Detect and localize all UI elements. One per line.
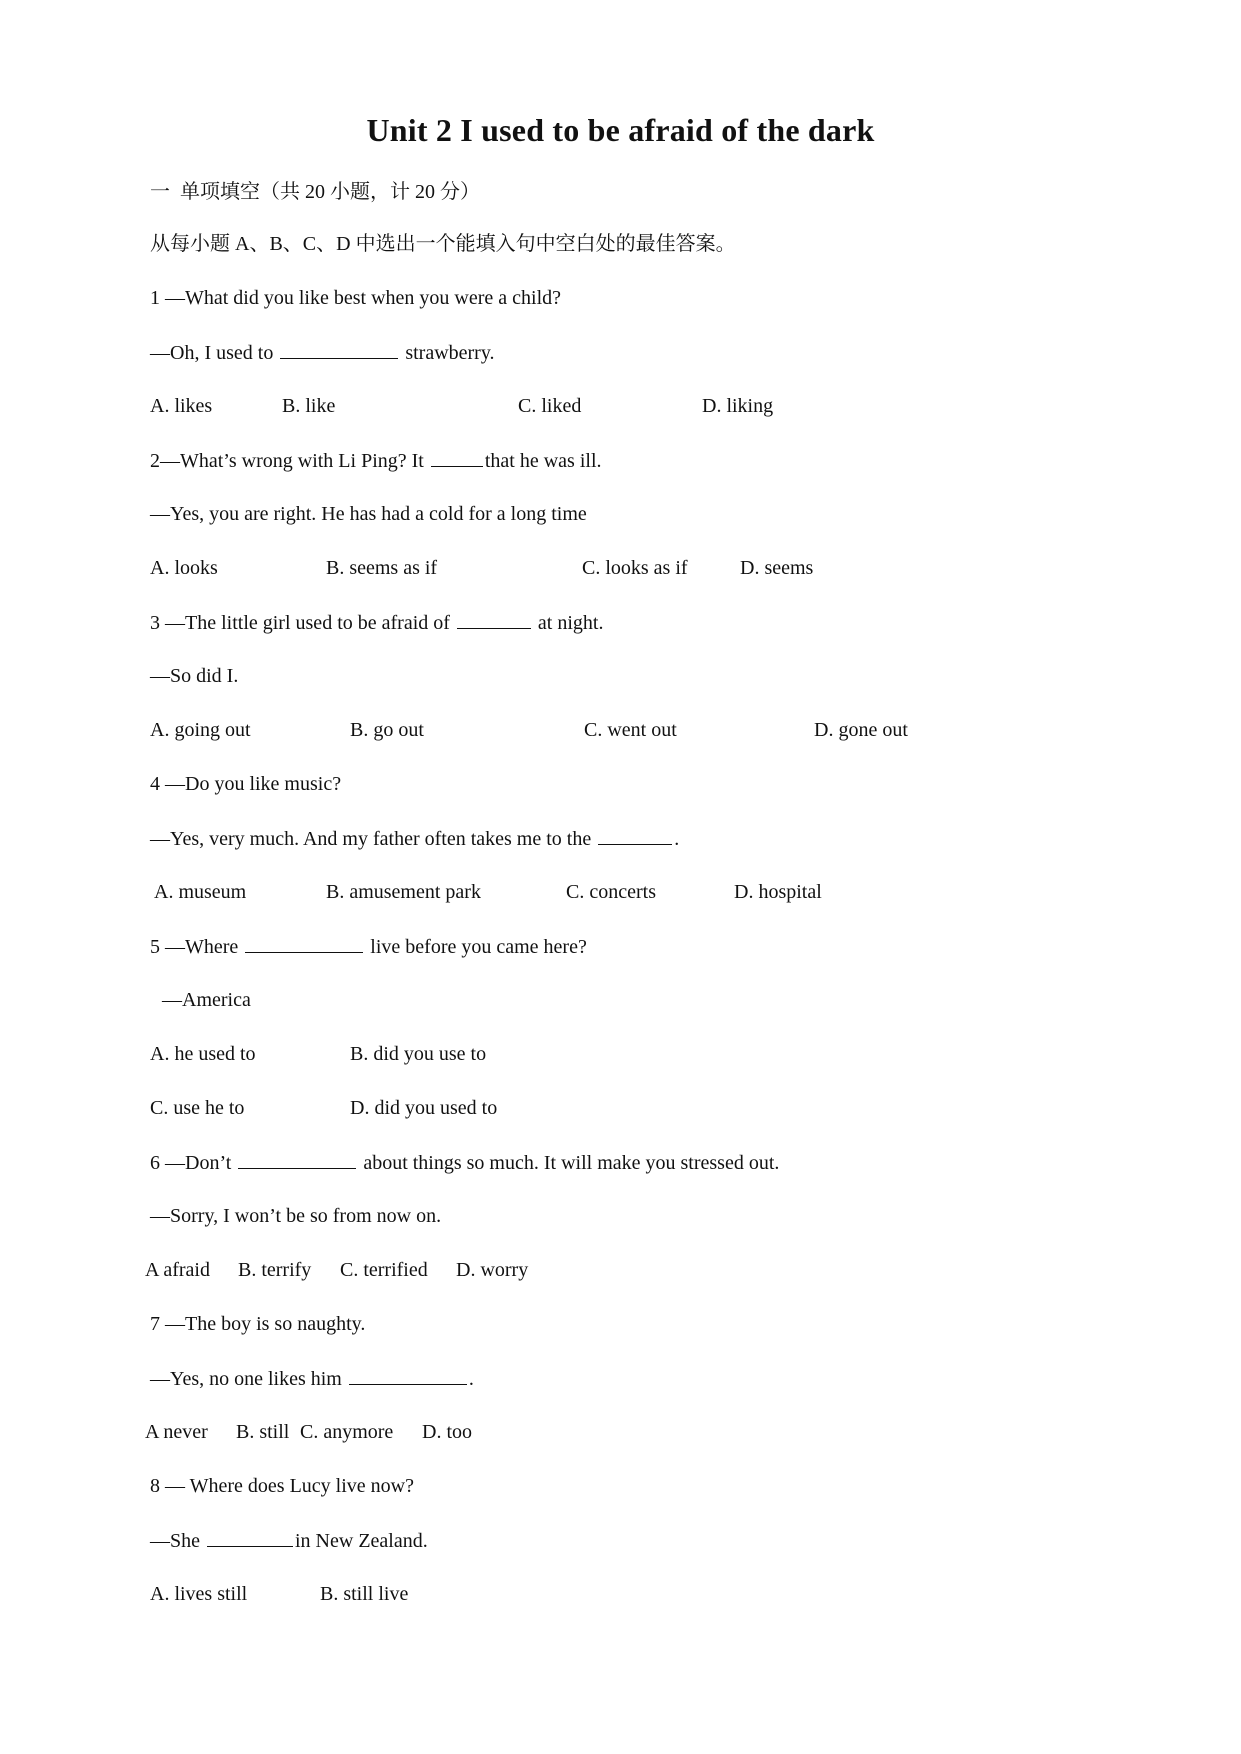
q8-stem-b-post: in New Zealand. bbox=[295, 1530, 428, 1552]
q7-stem-b bbox=[150, 1366, 474, 1391]
q8-option-a: A. lives still bbox=[150, 1583, 248, 1605]
q3-stem-a-pre: 3 —The little girl used to be afraid of bbox=[150, 612, 455, 634]
q6-option-a: A afraid bbox=[145, 1259, 210, 1281]
q6-option-d: D. worry bbox=[456, 1259, 529, 1281]
q7-option-b: B. still bbox=[236, 1421, 290, 1443]
q5-stem-a bbox=[150, 934, 587, 959]
q2-option-b: B. seems as if bbox=[326, 557, 438, 579]
q5-option-b: B. did you use to bbox=[350, 1043, 487, 1065]
q2-stem-a bbox=[150, 448, 602, 473]
answer-blank bbox=[207, 1528, 293, 1547]
q4-option-b: B. amusement park bbox=[326, 881, 481, 903]
q8-option-b: B. still live bbox=[320, 1583, 409, 1605]
q4-option-a: A. museum bbox=[154, 881, 247, 903]
answer-blank bbox=[431, 448, 483, 467]
q8-stem-b-pre: —She bbox=[150, 1530, 205, 1552]
q6-stem-b: —Sorry, I won’t be so from now on. bbox=[150, 1205, 442, 1227]
q1-option-d: D. liking bbox=[702, 395, 774, 417]
answer-blank bbox=[245, 934, 363, 953]
q2-option-a: A. looks bbox=[150, 557, 218, 579]
q3-stem-a-post: at night. bbox=[532, 612, 604, 634]
q3-option-c: C. went out bbox=[584, 719, 677, 741]
q2-stem-a-pre: 2—What’s wrong with Li Ping? It bbox=[150, 450, 429, 472]
q3-option-a: A. going out bbox=[150, 719, 251, 741]
q6-option-b: B. terrify bbox=[238, 1259, 312, 1281]
q6-stem-a-pre: 6 —Don’t bbox=[150, 1152, 237, 1174]
q4-option-d: D. hospital bbox=[734, 881, 822, 903]
q4-option-c: C. concerts bbox=[566, 881, 656, 903]
answer-blank bbox=[280, 340, 398, 359]
q7-stem-b-post: . bbox=[468, 1368, 474, 1390]
q2-option-d: D. seems bbox=[740, 557, 814, 579]
q8-stem-a: 8 — Where does Lucy live now? bbox=[150, 1475, 414, 1497]
q5-stem-b: —America bbox=[162, 989, 251, 1011]
q6-stem-a bbox=[150, 1150, 779, 1175]
answer-blank bbox=[349, 1366, 467, 1385]
answer-blank bbox=[238, 1150, 356, 1169]
q3-option-d: D. gone out bbox=[814, 719, 908, 741]
q7-stem-b-pre: —Yes, no one likes him bbox=[150, 1368, 347, 1390]
q1-stem-b bbox=[150, 340, 495, 365]
q4-stem-b-post: . bbox=[674, 828, 680, 850]
q7-option-a: A never bbox=[145, 1421, 208, 1443]
q5-option-a: A. he used to bbox=[150, 1043, 256, 1065]
q2-stem-a-post: that he was ill. bbox=[484, 450, 602, 472]
q7-option-d: D. too bbox=[422, 1421, 472, 1443]
q7-stem-a: 7 —The boy is so naughty. bbox=[150, 1313, 366, 1335]
q1-option-c: C. liked bbox=[518, 395, 582, 417]
q3-stem-b: —So did I. bbox=[150, 665, 239, 687]
q8-stem-b bbox=[150, 1528, 428, 1553]
q1-stem-b-pre: —Oh, I used to bbox=[150, 342, 279, 364]
q4-stem-a: 4 —Do you like music? bbox=[150, 773, 342, 795]
q1-option-b: B. like bbox=[282, 395, 336, 417]
q4-stem-b-pre: —Yes, very much. And my father often takes me to the bbox=[150, 828, 597, 850]
q5-stem-a-post: live before you came here? bbox=[365, 936, 587, 958]
q3-stem-a bbox=[150, 610, 603, 635]
q1-option-a: A. likes bbox=[150, 395, 213, 417]
answer-blank bbox=[598, 826, 672, 845]
section-heading: 一 单项填空（共 20 小题，计 20 分） bbox=[150, 181, 480, 203]
q4-stem-b bbox=[150, 826, 679, 851]
q5-stem-a-pre: 5 —Where bbox=[150, 936, 244, 958]
q3-option-b: B. go out bbox=[350, 719, 424, 741]
q5-option-d: D. did you used to bbox=[350, 1097, 498, 1119]
q2-stem-b: —Yes, you are right. He has had a cold for a long time bbox=[150, 503, 587, 525]
q1-stem-b-post: strawberry. bbox=[400, 342, 495, 364]
answer-blank bbox=[457, 610, 531, 629]
q1-stem-a: 1 —What did you like best when you were a child? bbox=[150, 287, 561, 309]
q7-option-c: C. anymore bbox=[300, 1421, 394, 1443]
q6-stem-a-post: about things so much. It will make you stressed out. bbox=[358, 1152, 780, 1174]
page-title: Unit 2 I used to be afraid of the dark bbox=[366, 112, 875, 148]
q2-option-c: C. looks as if bbox=[582, 557, 688, 579]
q5-option-c: C. use he to bbox=[150, 1097, 245, 1119]
q6-option-c: C. terrified bbox=[340, 1259, 428, 1281]
instructions: 从每小题 A、B、C、D 中选出一个能填入句中空白处的最佳答案。 bbox=[150, 233, 736, 255]
